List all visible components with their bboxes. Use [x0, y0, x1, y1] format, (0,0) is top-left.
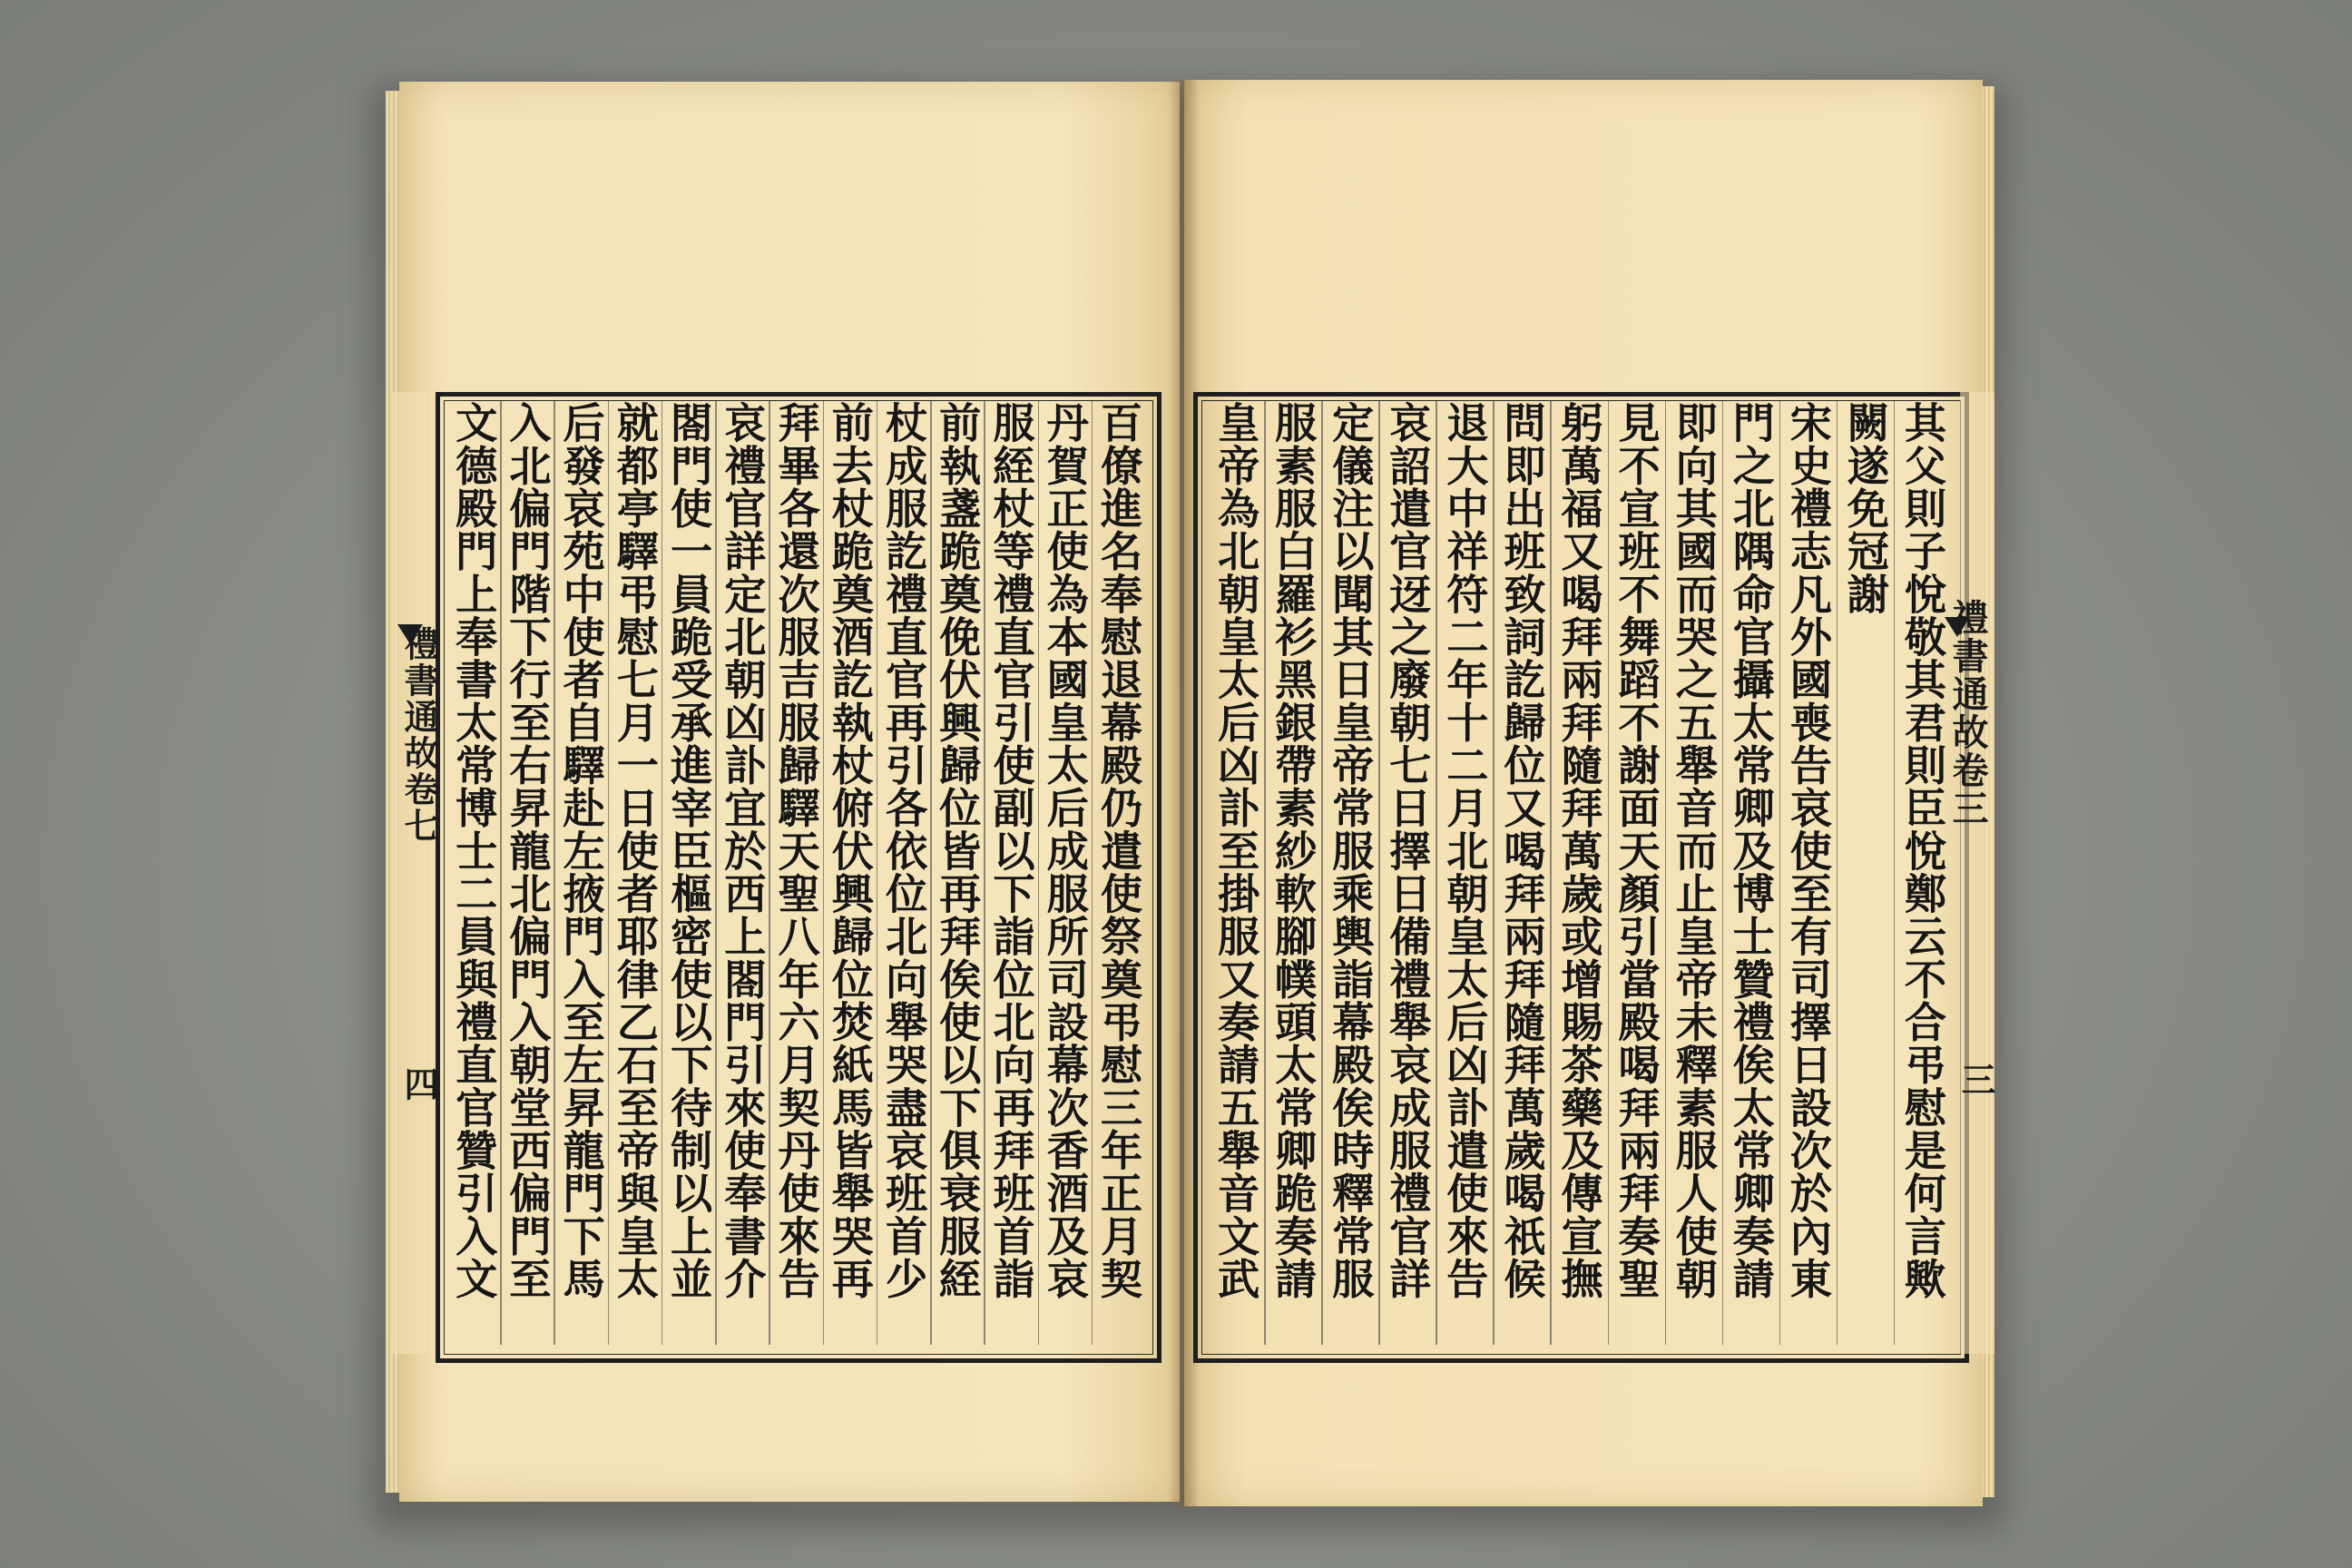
text-column: 哀詔遣官迓之廢朝七日擇日備禮舉哀成服禮官詳: [1383, 401, 1433, 1300]
text-column: 退大中祥符二年十二月北朝皇太后凶訃遣使來告: [1440, 401, 1490, 1300]
right-page-number: 三: [1955, 1062, 1996, 1096]
text-column: 宋史禮志凡外國喪告哀使至有司擇日設次於內東: [1783, 401, 1833, 1300]
text-column: 文德殿門上奉書太常博士二員與禮直官贊引入文: [449, 401, 499, 1300]
left-fold-title: 禮書通故卷七: [398, 626, 439, 844]
text-column: 躬萬福又喝拜兩拜隨拜萬歲或增賜茶藥及傳宣撫: [1554, 401, 1604, 1300]
text-column: 后發哀苑中使者自驛赴左掖門入至左昇龍門下馬: [556, 401, 606, 1300]
right-page-text: [1207, 401, 1951, 1345]
text-column: 定儀注以聞其日皇帝常服乘輿詣幕殿俟時釋常服: [1326, 401, 1376, 1300]
text-column: 百僚進名奉慰退幕殿仍遣使祭奠弔慰三年正月契: [1094, 401, 1143, 1300]
text-column: 杖成服訖禮直官再引各依位北向舉哭盡哀班首少: [879, 401, 929, 1300]
text-column: 其父則子悅敬其君則臣悅鄭云不合弔慰是何言歟: [1898, 401, 1947, 1300]
text-column: 問即出班致詞訖歸位又喝拜兩拜隨拜萬歲喝祇候: [1497, 401, 1547, 1300]
text-column: 前執盞跪奠俛伏興歸位皆再拜俟使以下俱衰服絰: [933, 401, 983, 1300]
text-column: 入北偏門階下行至右昇龍北偏門入朝堂西偏門至: [503, 401, 553, 1300]
right-fold-title: 禮書通故卷三: [1946, 599, 1989, 828]
text-column: 就都亭驛弔慰七月一日使者耶律乙石至帝與皇太: [610, 401, 660, 1300]
text-column: 皇帝為北朝皇太后凶訃至掛服又奏請五舉音文武: [1211, 401, 1261, 1300]
text-column: 丹賀正使為本國皇太后成服所司設幕次香酒及哀: [1040, 401, 1090, 1300]
text-column: 哀禮官詳定北朝凶訃宜於西上閤門引來使奉書介: [718, 401, 768, 1300]
left-page-number: 四: [398, 1066, 439, 1101]
text-column: 見不宣班不舞蹈不謝面天顏引當殿喝拜兩拜奏聖: [1612, 401, 1661, 1300]
text-column: 即向其國而哭之五舉音而止皇帝未釋素服人使朝: [1669, 401, 1719, 1300]
text-column: 閤門使一員跪受承進宰臣樞密使以下待制以上並: [664, 401, 714, 1300]
text-column: 服絰杖等禮直官引使副以下詣位北向再拜班首詣: [986, 401, 1036, 1300]
text-column: 闕遂免冠謝: [1840, 401, 1890, 615]
text-column: 服素服白羅衫黑銀帶素紗軟腳幞頭太常卿跪奏請: [1269, 401, 1318, 1300]
left-fold-strip: [392, 392, 426, 1354]
text-column: 拜畢各還次服吉服歸驛天聖八年六月契丹使來告: [771, 401, 821, 1300]
text-column: 前去杖跪奠酒訖執杖俯伏興歸位焚紙馬皆舉哭再: [825, 401, 875, 1300]
left-page-text: [446, 401, 1145, 1345]
right-fold-strip: [1960, 392, 1994, 1354]
text-column: 門之北隅命官攝太常卿及博士贊禮俟太常卿奏請: [1726, 401, 1776, 1300]
